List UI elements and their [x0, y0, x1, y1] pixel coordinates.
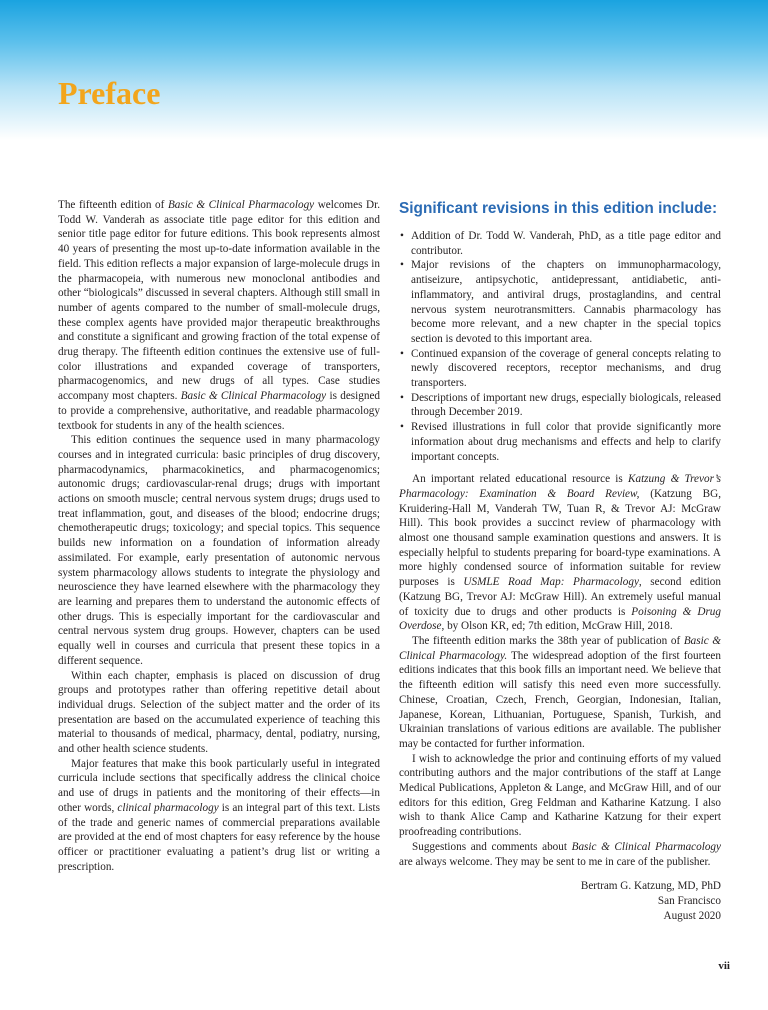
list-item: • Descriptions of important new drugs, especially biologicals, released through December 2019. — [399, 391, 721, 420]
book-title: Basic & Clinical Pharmacology — [167, 199, 315, 211]
paragraph: The fifteenth edition marks the 38th year of publication of Basic & Clinical Pharmacology. The widespread adoption of the first fourteen editions indicates that this book fills an important need. We believe that the fifteenth edition will satisfy this need even more successfully. Chinese, Croatian, Czech, French, Georgian, Indonesian, Italian, Japanese, Korean, Lithuanian, Portuguese, Spanish, Turkish, and Ukrainian translations of various editions are available. The publisher may be contacted for further information. — [399, 634, 722, 750]
page-number: vii — [718, 960, 730, 972]
paragraph: Within each chapter, emphasis is placed on discussion of drug groups and prototypes rather than offering repetitive detail about individual drugs. Selection of the subject matter and the order of its presentation are based on the accumulated experience of teaching this material to thousands of medical, pharmacy, dental, podiatry, nursing, and other health science students. — [58, 669, 380, 756]
book-title: Basic & Clinical Pharmacology. — [399, 634, 722, 662]
list-item: • Addition of Dr. Todd W. Vanderah, PhD, as a title page editor and contributor. — [399, 229, 721, 258]
page-title: Preface — [58, 75, 161, 111]
book-title: Poisoning & Drug Overdose — [399, 605, 721, 633]
paragraph: I wish to acknowledge the prior and continuing efforts of my valued contributing authors and the major contributions of the staff at Lange Medical Publications, Appleton & Lange, and McGraw Hill, and of our editors for this edition, Greg Feldman and Katharine Katzung. I also wish to thank Alice Camp and Katharine Katzung for their expert proofreading contributions. — [399, 752, 721, 839]
paragraph: Major features that make this book particularly useful in integrated curricula include sections that specifically address the clinical choice and use of drugs in patients and the monitoring of their effects—in other words, clinical pharmacology is an integral part of this text. Lists of the trade and generic names of commercial preparations available are provided at the end of most chapters for easy reference by the house officer or practitioner evaluating a patient’s drug list or writing a prescription. — [58, 757, 380, 873]
book-title: Basic & Clinical Pharmacology — [180, 390, 327, 403]
paragraph: This edition continues the sequence used in many pharmacology courses and in integrated curricula: basic principles of drug discovery, pharmacodynamics, pharmacokinetics, and pharmacogenomics; autonomic drugs; cardiovascular-renal drugs; drugs with important actions on smooth muscle; central nervous system drugs; drugs used to treat inflammation, gout, and diseases of the blood; endocrine drugs; chemotherapeutic drugs; toxicology; and special topics. This sequence builds new information on a foundation of information already assimilated. For example, early presentation of autonomic nervous system pharmacology allows students to integrate the physiology and neuroscience they have learned elsewhere with the pharmacology they are learning and prepares them to understand the autonomic effects of other drugs. This is especially important for the cardiovascular and central nervous system drug groups. However, chapters can be used equally well in courses and curricula that present these topics in a different sequence. — [58, 434, 380, 667]
list-item: • Continued expansion of the coverage of general concepts relating to newly discovered receptors, receptor mechanisms, and drug transporters. — [399, 347, 721, 391]
paragraph: An important related educational resource is Katzung & Trevor’s Pharmacology: Examination & Board Review, (Katzung BG, Kruidering-Hall M, Vanderah TW, Tuan R, & Trevor AJ: McGraw Hill). This book provides a succinct review of pharmacology with almost one thousand sample examination questions and answers. It is especially helpful to students preparing for board-type examinations. A more highly condensed source of information suitable for review purposes is USMLE Road Map: Pharmacology, second edition (Katzung BG, Trevor AJ: McGraw Hill). An extremely useful manual of toxicity due to drugs and other products is Poisoning & Drug Overdose, by Olson KR, ed; 7th edition, McGraw Hill, 2018. — [399, 473, 721, 633]
emphasis: clinical pharmacology — [117, 801, 219, 814]
list-item: • Major revisions of the chapters on immunopharmacology, antiseizure, antipsychotic, antidepressant, antidiabetic, anti-inflammatory, and antiviral drugs, prostaglandins, and central nervous system neurotransmitters. Cannabis pharmacology has become more relevant, and a new chapter in the special topics section is devoted to this important area. — [399, 258, 721, 346]
header-banner — [0, 0, 768, 140]
author-date: August 2020 — [663, 909, 721, 922]
signature-block — [399, 879, 721, 923]
right-column — [399, 229, 721, 923]
book-title: USMLE Road Map: Pharmacology — [463, 576, 639, 589]
author-city: San Francisco — [657, 894, 721, 907]
revisions-heading: Significant revisions in this edition include: — [399, 200, 718, 217]
list-item: • Revised illustrations in full color that provide significantly more information about drug mechanisms and effects and help to clarify important concepts. — [399, 420, 721, 464]
book-title: Basic & Clinical Pharmacology — [571, 840, 721, 853]
revisions-list — [399, 229, 721, 464]
paragraph: The fifteenth edition of Basic & Clinical Pharmacology welcomes Dr. Todd W. Vanderah as associate title page editor for this edition and senior title page editor for future editions. This book represents almost 40 years of presenting the most up-to-date information available in the field. This edition reflects a major expansion of large-molecule drugs in the pharmacopeia, with numerous new monoclonal antibodies and other “biologicals” discussed in several chapters. Although still small in number of agents compared to the number of small-molecule drugs, these complex agents have provided major therapeutic breakthroughs and constitute a significant and growing fraction of the total expense of drug therapy. The fifteenth edition continues the extensive use of full-color illustrations and expanded coverage of transporters, pharmacogenomics, and new drugs of all types. Case studies accompany most chapters. Basic & Clinical Pharmacology is designed to provide a comprehensive, authoritative, and readable pharmacology textbook for students in any of the health sciences. — [58, 199, 380, 432]
author-name: Bertram G. Katzung, MD, PhD — [580, 880, 721, 893]
left-column — [58, 198, 380, 874]
book-title: Katzung & Trevor’s Pharmacology: Examination & Board Review, — [399, 473, 721, 500]
paragraph: Suggestions and comments about Basic & Clinical Pharmacology are always welcome. They may be sent to me in care of the publisher. — [399, 840, 721, 868]
